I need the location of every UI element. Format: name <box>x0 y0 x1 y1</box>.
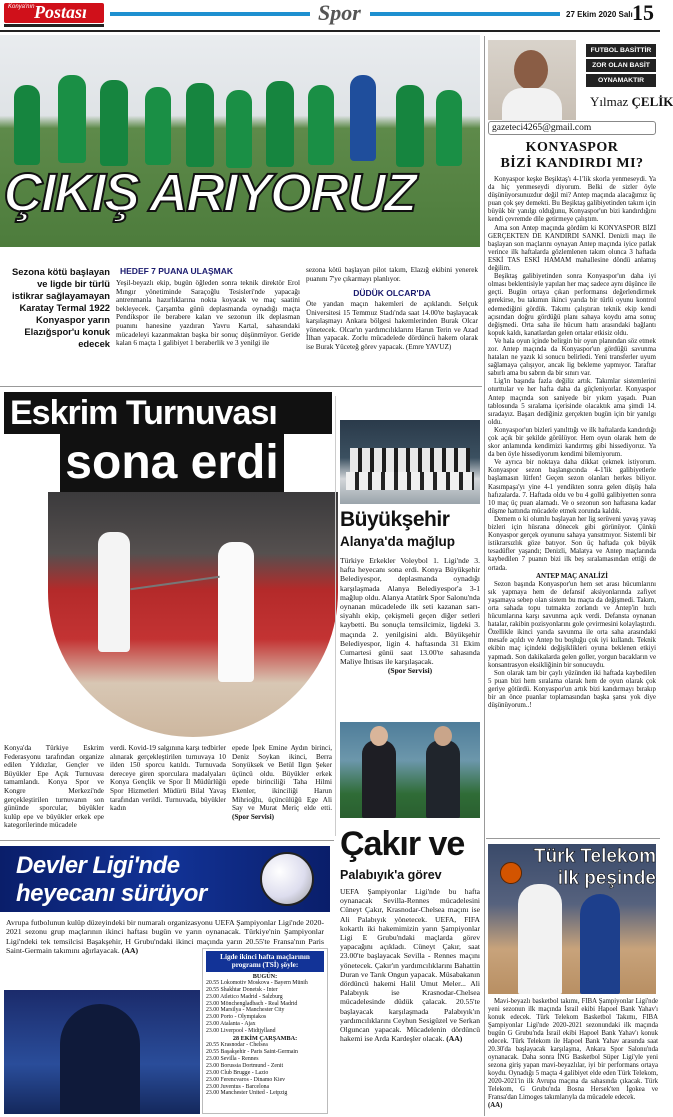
fixture-item: 20.55 Lokomotiv Moskova - Bayern Münih <box>206 979 308 986</box>
fixtures-list-2 <box>206 1042 324 1097</box>
fixture-item: 23.00 Borussia Dortmund - Zenit <box>206 1062 284 1069</box>
columnist-last-name: ÇELİK <box>631 94 673 109</box>
column-paragraph: Lig'in başında fazla değiliz artık. Takımlar sistemlerini oturttular ve her hafta daha da güçleniyorlar. Konyaspor Antep maçında son saniyede bir yıkım yaşadı. Puan tablosunda 5 sıralama içerisinde olacaktık ama şimdi 14. sıradayız. Başarı dediğiniz gerçekten bugün için bir yanılgı oldu. <box>488 378 656 426</box>
fixture-item: 23.00 Ferencvaros - Dinamo Kiev <box>206 1076 286 1083</box>
volleyball-credit: (Spor Servisi) <box>387 666 433 676</box>
fixture-item: 23.00 Marsilya - Manchester City <box>206 1007 285 1014</box>
column-body <box>488 176 656 828</box>
fencer-left <box>98 532 130 652</box>
volleyball-title-2: Alanya'da mağlup <box>340 534 455 549</box>
horizontal-divider <box>0 840 334 841</box>
horizontal-divider <box>0 386 482 387</box>
volleyball-team-photo <box>340 420 480 504</box>
column-paragraph: Ve hala oyun içinde belirgin bir oyun planından söz etmek zor. Antep maçında da Konyaspor'un gördüğü savunma hataları ne yazık ki sonucu belirledi. Yeni transferler uyum sağlamaya çalışıyor, ancak lig bekleme yapmıyor. Taraftar sabırlı ama bu sabrın da bir sınırı var. <box>488 337 656 378</box>
column-paragraph: Demem o ki olumlu başlayan her lig serüveni yavaş yavaş bizleri için hüsrana dönecek gibi görünüyor. Çünkü Konyaspor gerçek oyununu sahaya yansıtmıyor. Sistemli bir istikrarsızlık göze batıyor. Son üç haftada çok büyük tesadüfler yaşandı; Denizli, Malatya ve Antep maçlarında kaybedilen 7 puanın bizi ilk beş sıralamasından ettiği de ortada. <box>488 515 656 572</box>
columnist-photo <box>488 40 576 120</box>
lead-deck: Sezona kötü başlayan ve ligde bir türlü istikrar sağlayamayan Karatay Termal 1922 Konyaspor yarın Elazığspor'u konuk edecek <box>12 266 110 349</box>
basketball-text <box>488 998 658 1116</box>
fixture-item: 23.00 Porto - Olympiakos <box>206 1014 267 1021</box>
volleyball-title-1: Büyükşehir <box>340 508 450 531</box>
fixture-item: 20.55 Başakşehir - Paris Saint-Germain <box>206 1048 298 1055</box>
volleyball-text <box>340 556 480 676</box>
columnist-head <box>514 50 548 90</box>
column-title-1: KONYASPOR <box>525 140 619 155</box>
fixture-item: 23.00 Atalanta - Ajax <box>206 1021 256 1028</box>
fixtures-box <box>202 948 328 1114</box>
basketball-title-2: ilk peşinde <box>557 868 656 889</box>
fencer-right <box>218 542 254 682</box>
basketball-title-1: Türk Telekom <box>533 846 656 867</box>
fencing-sword <box>130 576 219 591</box>
fencing-column-1: Konya'da Türkiye Eskrim Federasyonu tarafından organize edilen Yıldızlar, Gençler ve Büyükler Epe Açık Turnuvası tamamlandı. Konya Spor ve Kongre Merkezi'nde gerçekleştirilen turnuvanın son gününde sporcular, büyükler kulüp epe ve büyükler erkek epe kategorilerinde mücadele <box>4 744 104 830</box>
fixture-item: 20.55 Krasnodar - Chelsea <box>206 1042 268 1049</box>
fencing-column-2: verdi. Kovid-19 salgınına karşı tedbirler alınarak gerçekleştirilen turnuvaya 10 ilden 150 sporcu katıldı. Turnuvada dereceye giren sporculara madalyaları Konya Gençlik ve Spor İl Müdürlüğü Spor Hizmetleri Müdürü Bilal Yavaş tarafından verildi. Turnuvada, büyükler kadın <box>110 744 226 813</box>
section-title: Spor <box>318 0 361 25</box>
logo-main-text: Postası <box>34 2 88 22</box>
fixture-item: 23.00 Atletico Madrid - Salzburg <box>206 993 283 1000</box>
lead-headline: ÇIKIŞ ARIYORUZ <box>4 163 416 223</box>
fencing-column-3 <box>232 744 332 821</box>
fencing-title-1: Eskrim Turnuvası <box>4 392 332 434</box>
ucl-body: Avrupa futbolunun kulüp düzeyindeki bir numaralı organizasyonu UEFA Şampiyonlar Ligi'nde 2020-2021 sezonu grup maçlarının ikinci haftası bugün ve yarın oynanacak. Türkiye'nin Şampiyonlar Ligi'ndeki tek temsilcisi Başakşehir, H Grubu'ndaki ikinci maçında yarın 20.55'te Fransa'nın Paris Saint-Germain takımını ağırlayacak. <box>6 918 324 956</box>
fencing-title-2: sona erdi <box>60 434 284 492</box>
referee-right <box>426 740 460 818</box>
fencing-column-3-text: epede İpek Emine Aydın birinci, Deniz Soykan ikinci, Berra Sonyüksek ve Betül Ilgın Şeker üçüncü oldu. Büyükler erkek epede birinciliği Taha Hilmi Ekenler, ikinciliği Harun Mihrioğlu, üçüncülüğü Ege Ali Say ve Murat Meriç elde etti. <box>232 744 332 813</box>
header-rule-right <box>370 12 560 16</box>
header-rule-left <box>110 12 310 16</box>
column-paragraph: Konyaspor'un bizleri yanılttığı ve ilk haftalarda kandırdığı çok açık bir şekilde görülüyor. Hem oyun olarak hem de skor anlamında kendimizi kandırmış gibi hissediyoruz. Ya da ben öyle hissediyorum kendimi bilemiyorum. <box>488 426 656 459</box>
page-number: 15 <box>632 0 654 25</box>
newspaper-logo <box>4 3 104 23</box>
player-blue-jersey <box>580 894 620 994</box>
fixture-item: 23.00 Manchester United - Leipzig <box>206 1090 288 1097</box>
ucl-title-1: Devler Ligi'nde <box>16 852 180 879</box>
lead-subhead-1: HEDEF 7 PUANA ULAŞMAK <box>120 266 234 276</box>
ucl-credit: (AA) <box>121 946 139 956</box>
ucl-title-2: heyecanı sürüyor <box>16 880 207 907</box>
column-paragraph: Ve ayrıca bir noktaya daha dikkat çekmek istiyorum. Konyaspor sezon başlangıcında 4-1'lik galibiyetlerle başlamasın lütfen! Geçen sezon olanları herkes biliyor. Kasımpaşa'yı yine 4-1 yendikten sonra gelen düşüş hala hafızalarda. 7. Haftada oldu ve bu 4 gollü galibiyetten sonra 10 maç üç puan alamadı. Ve o sezonun son haftasına kadar düşme hattında mücadele etmek zorunda kaldık. <box>488 459 656 515</box>
column-tag-1: FUTBOL BASİTTİR <box>586 44 656 57</box>
columnist-email: gazeteci4265@gmail.com <box>488 121 656 135</box>
masthead <box>0 0 660 32</box>
column-paragraph: Beşiktaş galibiyetinden sonra Konyaspor'un daha iyi olması beklentisiyle yapılan her maç sadece aynı düşünce ile geçti. Bugün ortaya çıkan performansı değerlendirmek gerekirse, bu takımın ikinci yarıda bir türlü oyunu kontrol edemediğini gördük. Takımı çalıştıran teknik ekip kendi açısından doğru gördüğü planı sahaya koydu ama sonuç değişmedi. Orta saha ile hücum hattı arasındaki bağlantı kopuk kaldı, kanatlardan gelen ortalar etkisiz oldu. <box>488 273 656 337</box>
column-paragraph: Son olarak tam bir çaylı yüzünden iki haftada kaybedilen 5 puan bizi hem sıralama olarak hem de oyun olarak çok geriye götürdü. Konyaspor'un artık bizi kandırmayı bırakıp bir an önce puanlar toplamasından başka şansı yok diye düşünüyorum..! <box>488 669 656 710</box>
fixture-item: 23.00 Club Brugge - Lazio <box>206 1069 269 1076</box>
logo-small-text: Konya'nın <box>8 4 35 10</box>
horizontal-divider <box>486 838 660 839</box>
player-silhouette <box>60 1004 140 1114</box>
column-paragraph: Konyaspor keşke Beşiktaş'ı 4-1'lik skorla yenmeseydi. Ya da hiç yenmeseydi diyorum. Belki de sizler öyle düşünüyorsunuzdur değil mi? Antep maçında alacağımız üç puan çok şey demekti. Bu Beşiktaş galibiyetinden takım için büyük bir yanılgı olduğunu, Konyaspor'un bizi kandırdığını kendi çevremde dile getirmeye çalıştım. <box>488 176 656 224</box>
volleyball-body: Türkiye Erkekler Voleybol 1. Ligi'nde 3. hafta heyecanı sona erdi. Konya Büyükşehir Belediyespor, deplasmanda oynadığı karşılaşmada Alanya Belediyespor'a 3-1 mağlup oldu. Alanya Atatürk Spor Salonu'nda oynanan mücadelede ilk seti kazanan sarı-siyahlı ekip, çekişmeli geçen diğer setleri kaybetti. Bu sonuçla temsilcimiz, ligdeki 3. maçında 2. yenilgisini aldı. Büyükşehir Belediyespor, ligin 4. haftasında 31 Ekim Cumartesi günü saat 13.00'te sahasında Maliye İhtisas ile karşılaşacak. <box>340 556 480 667</box>
column-tag-3: OYNAMAKTIR <box>586 74 656 87</box>
column-paragraph: Ama son Antep maçında gördüm ki KONYASPOR BİZİ GERÇEKTEN DE KANDIRDI SANKİ. Denizli maçı ile başlayan son maçlarını oynayan Antep maçında iyice patlak verince ilk haftalarda gözlemlenen takım olunca 3 haftada ESKİ TAS ESKİ HAMAM mahallesine döndü anlamış değilim. <box>488 224 656 273</box>
column-title-2: BİZİ KANDIRDI MI? <box>500 156 644 171</box>
columnist-body <box>502 88 562 122</box>
fencing-credit: (Spor Servisi) <box>232 812 274 821</box>
logo-underline <box>4 24 104 27</box>
issue-date: 27 Ekim 2020 Salı <box>566 10 633 19</box>
vertical-divider <box>484 36 485 1116</box>
columnist-first-name: Yılmaz <box>590 94 629 109</box>
fixtures-title: Ligde ikinci hafta maçlarının programı (TSİ) şöyle: <box>206 951 324 972</box>
cakir-credit: (AA) <box>446 1034 463 1044</box>
referees-photo <box>340 722 480 818</box>
football-ball <box>260 852 314 906</box>
fixture-item: 20.55 Shakhtar Donetsk - Inter <box>206 986 278 993</box>
cakir-title-1: Çakır ve <box>340 825 465 863</box>
fixture-item: 23.00 Juventus - Barcelona <box>206 1083 270 1090</box>
player-white-jersey <box>518 884 562 994</box>
cakir-text <box>340 887 480 1043</box>
cakir-body: UEFA Şampiyonlar Ligi'nde bu hafta oynanacak Sevilla-Rennes mücadelesini Cüneyt Çakır, Krasnodar-Chelsea maçını ise Ali Palabıyık yönetecek. UEFA, FIFA kokartlı iki hakemimizin yarın Şampiyonlar Ligi E Grubu'ndaki maçlarda görev yapacağını açıkladı. Cüneyt Çakır, saat 23.00'te başlayacak Sevilla - Rennes maçını yönetecek. Çakır'ın yardımcılıklarını Bahattin Duran ve Tarık Ongun yapacak. Müsabakanın dördüncü hakemi Halil Umut Meler... Ali Palabıyık ise Krasnodar-Chelsea mücadelesinde düdük çalacak. 20.55'te başlayacak karşılaşmada Palabıyık'ın yardımcılıklarını Ceyhun Sesigüzel ve Serkan Olguncan yapacak. Mücadelenin dördüncü hakemi ise Arda Kardeşler olacak. <box>340 887 480 1044</box>
referee-left <box>362 740 396 818</box>
vertical-divider <box>335 396 336 836</box>
fencing-photo <box>48 492 338 737</box>
cakir-title-2: Palabıyık'a görev <box>340 868 442 882</box>
fixture-item: 23.00 Mönchengladbach - Real Madrid <box>206 1000 298 1007</box>
fixtures-day-1: BUGÜN: <box>252 972 278 980</box>
columnist-name <box>590 94 673 110</box>
fixture-item: 23.00 Sevilla - Rennes <box>206 1055 259 1062</box>
lead-subhead-2: DÜDÜK OLCAR'DA <box>353 288 431 298</box>
player-photo <box>4 990 200 1114</box>
fixtures-list-1 <box>206 980 324 1035</box>
basketball-body: Mavi-beyazlı basketbol takımı, FIBA Şampiyonlar Ligi'nde yeni sezonun ilk maçında İsrail ekibi Hapoel Bank Yahav'ı konuk edecek. Türk Telekom Basketbol Takımı, FIBA Şampiyonlar Ligi'nde 2020-2021 sezonundaki ilk maçında bugün G Grubu'nda İsrail ekibi Hapoel Bank Yahav'ı konuk edecek. Türk Telekom ile Hapoel Bank Yahav arasında saat 20.30'da başlayacak karşılaşma, Ankara Spor Salonu'nda oynanacak. Daha sonra İNG Basketbol Süper Ligi'yle yeni sezona giriş yapan mavi-beyazlılar, iyi bir performans ortaya koydu. Oynadığı 5 maçta 4 galibiyet elde eden Türk Telekom, 2020-2021'in ilk Avrupa maçına da sahasında çıkacak. Türk Telekom, G Grubu'nda Bosna Hersek'ten İgokea ve Fransa'dan Limoges takımlarıyla da mücadele edecek. <box>488 998 658 1101</box>
lead-column-2a: sezona kötü başlayan pilot takım, Elazığ ekibini yenerek puanını 7'ye çıkarmayı planlıyor. <box>306 266 478 283</box>
column-subhead: ANTEP MAÇ ANALİZİ <box>536 572 608 580</box>
column-paragraph: Sezon başında Konyaspor'un hem set arası hücumlarını sık yapmaya hem de defansif aksiyonlarında zafiyet yaşamaya sebep olan sistem bu maçta da değişmedi. Takım, orta sahada topu tutmakta zorlandı ve Antep'in hızlı hücumlarına karşı savunma açık verdi. Defansta oynanan hatalar, rakibin pozisyonlarını gole çevirmesini kolaylaştırdı. Özellikle ikinci yarıda savunma ile orta saha arasındaki mesafe açıldı ve Antep bu boşluğu çok iyi kullandı. Teknik ekibin maç içindeki değişiklikleri oyuna beklenen etkiyi yapmadı. Son dakikalarda gelen goller, yorgun bacakların ve konsantrasyon eksikliğinin bir sonucuydu. <box>488 580 656 669</box>
basketball-credit: (AA) <box>488 1102 503 1109</box>
fixture-item: 23.00 Liverpool - Midtjylland <box>206 1028 276 1035</box>
lead-column-1: Yeşil-beyazlı ekip, bugün öğleden sonra teknik direktör Erol Mıngır yönetiminde Saraçoğlu Tesisleri'nde yapacağı antrenmanla hazırlıklarına nokta koyacak ve maç saatini bekleyecek. Çarşamba günü deplasmanda oynadığı maçta Pendikspor ile berabere kalan ve sezonun ilk deplasman puanını hanesine yazdıran Yavru Kartal, sahasındaki mücadeleyi kazanmaktan başka bir sonuç düşünmüyor. Geride kalan 6 maçta 1 galibiyet 1 beraberlik ve 3 yenilgi ile <box>116 279 300 348</box>
column-tag-2: ZOR OLAN BASİT <box>586 59 656 72</box>
lead-column-2b: Öte yandan maçın hakemleri de açıklandı. Selçuk Üniversitesi 15 Temmuz Stadı'nda saat 14.00'te başlayacak karşılaşmayı Ankara bölgesi hakemlerinden Burak Olcar yönetecek. Olcar'ın yardımcılıklarını Harun Terin ve Azad İlhan yapacak. Zorlu mücadelede dördüncü hakem olarak ise Burak Yüceteğ görev yapacak. (Emre YAVUZ) <box>306 300 478 351</box>
fixtures-day-2: 28 EKİM ÇARŞAMBA: <box>232 1035 298 1043</box>
